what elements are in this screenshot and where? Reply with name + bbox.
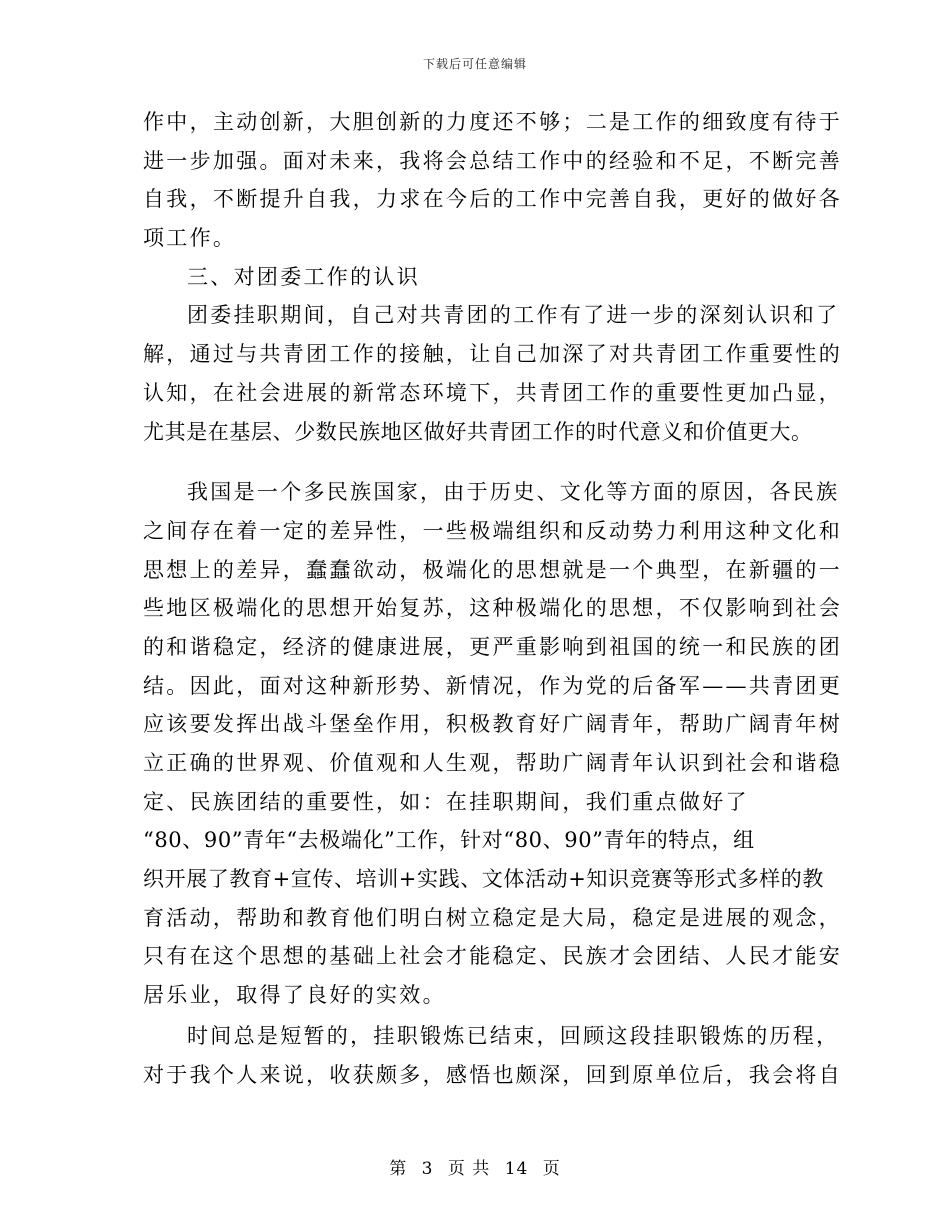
body-line: 些地区极端化的思想开始复苏，这种极端化的思想，不仅影响到社会 xyxy=(143,596,842,621)
body-line: “80、90”青年“去极端化”工作，针对“80、90”青年的特点，组 xyxy=(143,828,755,853)
body-line: 我国是一个多民族国家，由于历史、文化等方面的原因，各民族 xyxy=(187,480,840,505)
body-line: 项工作。 xyxy=(143,226,237,251)
footer-middle: 页 共 xyxy=(447,1159,491,1179)
body-line: 只有在这个思想的基础上社会才能稳定、民族才会团结、人民才能安 xyxy=(143,944,842,969)
page-footer xyxy=(0,1154,950,1179)
body-line: 作中，主动创新，大胆创新的力度还不够；二是工作的细致度有待于 xyxy=(143,110,842,134)
body-line: 之间存在着一定的差异性，一些极端组织和反动势力利用这种文化和 xyxy=(143,518,842,543)
body-line: 时间总是短暂的，挂职锻炼已结束，回顾这段挂职锻炼的历程， xyxy=(187,1023,840,1048)
body-line: 解，通过与共青团工作的接触，让自己加深了对共青团工作重要性的 xyxy=(143,342,842,367)
body-line: 的和谐稳定，经济的健康进展，更严重影响到祖国的统一和民族的团 xyxy=(143,634,842,659)
body-line: 团委挂职期间，自己对共青团的工作有了进一步的深刻认识和了 xyxy=(187,303,840,328)
current-page-number: 3 xyxy=(421,1159,434,1179)
body-line: 应该要发挥出战斗堡垒作用，积极教育好广阔青年，帮助广阔青年树 xyxy=(143,712,842,737)
body-line: 居乐业，取得了良好的实效。 xyxy=(143,983,446,1008)
body-line: 对于我个人来说，收获颇多，感悟也颇深，回到原单位后，我会将自 xyxy=(143,1062,842,1087)
body-line: 织开展了教育+宣传、培训+实践、文体活动+知识竞赛等形式多样的教 xyxy=(143,867,824,892)
body-line: 思想上的差异，蠢蠢欲动，极端化的思想就是一个典型，在新疆的一 xyxy=(143,557,842,582)
body-line: 认知，在社会进展的新常态环境下，共青团工作的重要性更加凸显， xyxy=(143,380,842,405)
page-header: 下载后可任意编辑 xyxy=(422,57,527,71)
body-line: 定、民族团结的重要性，如：在挂职期间，我们重点做好了 xyxy=(143,789,749,814)
footer-prefix: 第 xyxy=(389,1159,408,1179)
total-pages-number: 14 xyxy=(504,1159,529,1179)
body-line: 立正确的世界观、价值观和人生观，帮助广阔青年认识到社会和谐稳 xyxy=(143,751,842,775)
body-line: 尤其是在基层、少数民族地区做好共青团工作的时代意义和价值更大。 xyxy=(143,419,813,444)
body-line: 进一步加强。面对未来，我将会总结工作中的经验和不足，不断完善 xyxy=(143,148,842,173)
section-heading: 三、对团委工作的认识 xyxy=(187,264,420,289)
body-line: 育活动，帮助和教育他们明白树立稳定是大局，稳定是进展的观念， xyxy=(143,905,842,930)
footer-suffix: 页 xyxy=(542,1159,561,1179)
body-line: 自我，不断提升自我，力求在今后的工作中完善自我，更好的做好各 xyxy=(143,187,842,212)
document-body xyxy=(143,103,842,1094)
body-line: 结。因此，面对这种新形势、新情况，作为党的后备军——共青团更 xyxy=(143,673,842,698)
